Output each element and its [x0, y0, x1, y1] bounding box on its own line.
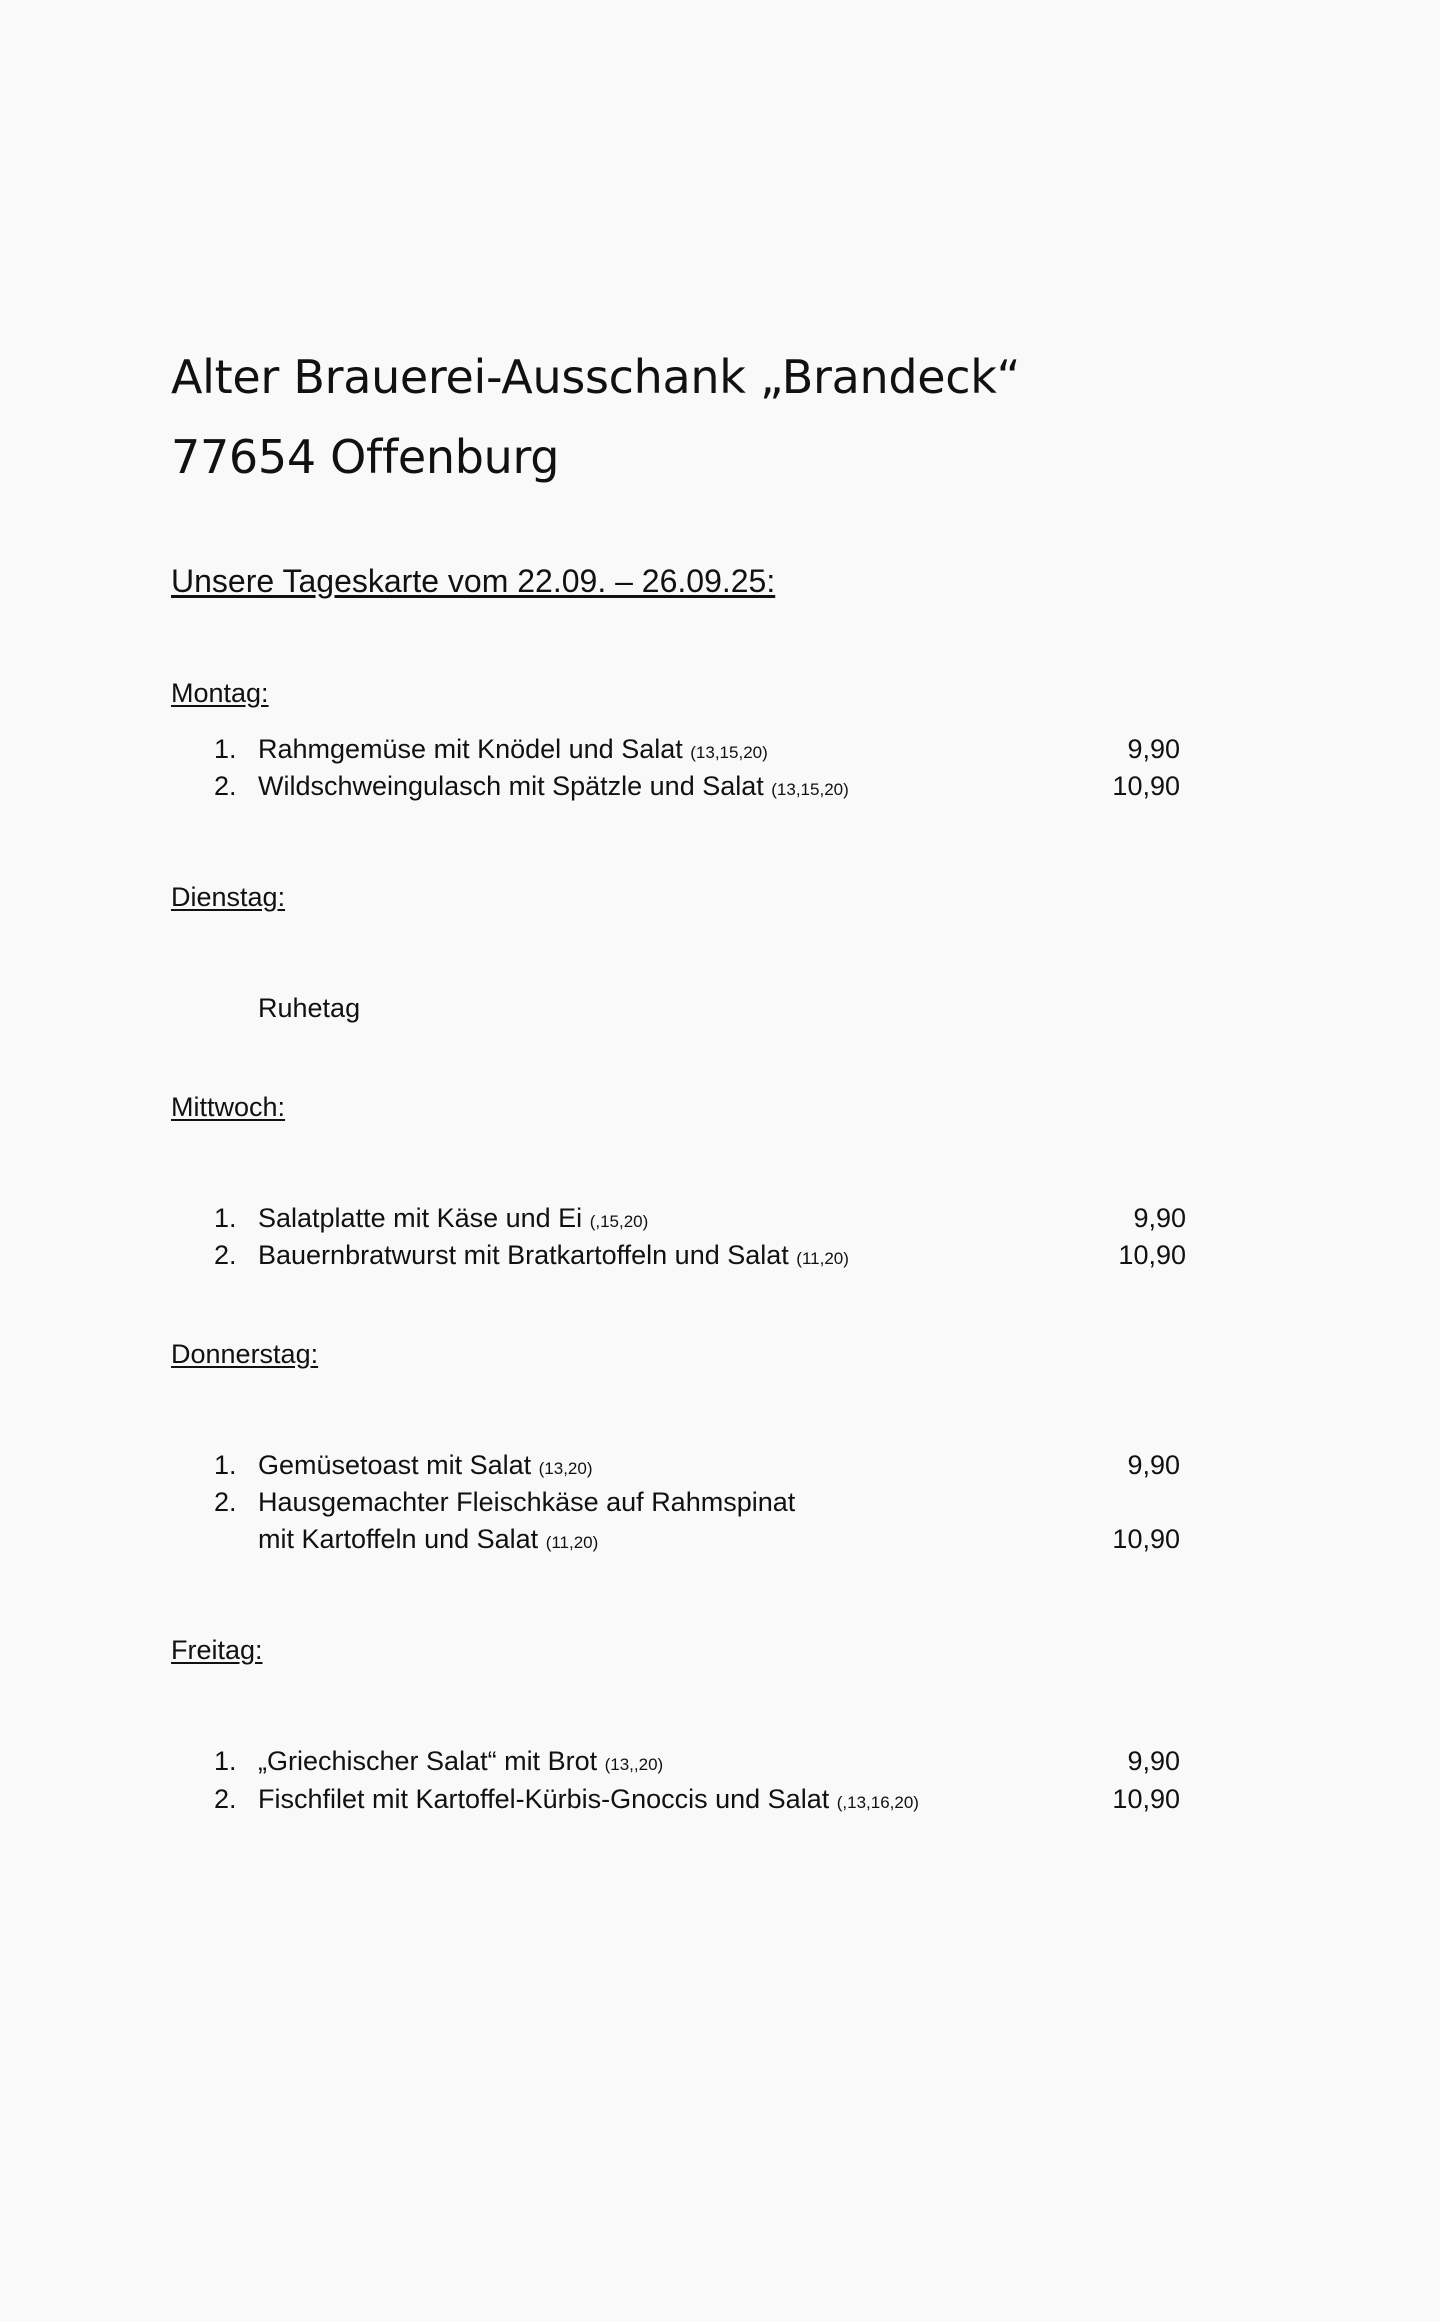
- menu-item: [0, 1781, 1440, 1818]
- menu-item: [0, 1484, 1440, 1521]
- menu-item: [0, 1447, 1440, 1484]
- menu-item: [0, 1237, 1440, 1274]
- restaurant-name: Alter Brauerei-Ausschank „Brandeck“: [171, 350, 1021, 404]
- allergen-codes: (13,15,20): [771, 780, 849, 799]
- allergen-codes: (13,,20): [604, 1755, 664, 1774]
- day-heading-freitag: Freitag:: [171, 1635, 263, 1665]
- item-number: 2.: [214, 1487, 237, 1517]
- menu-period-heading: Unsere Tageskarte vom 22.09. – 26.09.25:: [171, 563, 776, 599]
- item-price: 9,90: [1127, 1746, 1180, 1776]
- dish-name: Gemüsetoast mit Salat: [258, 1450, 532, 1480]
- item-price: 9,90: [1127, 734, 1180, 764]
- dish-text: [258, 1743, 663, 1783]
- menu-item: [0, 1200, 1440, 1237]
- closed-day-note: Ruhetag: [258, 993, 361, 1023]
- allergen-codes: (13,20): [538, 1459, 593, 1478]
- item-price: 9,90: [1127, 1450, 1180, 1480]
- item-number: 2.: [214, 1784, 237, 1814]
- allergen-codes: (11,20): [796, 1249, 849, 1268]
- allergen-codes: (,13,16,20): [836, 1793, 919, 1812]
- item-price: 10,90: [1118, 1240, 1186, 1270]
- dish-name: Bauernbratwurst mit Bratkartoffeln und Salat: [258, 1240, 789, 1270]
- dish-text: [258, 1447, 593, 1487]
- dish-name: Rahmgemüse mit Knödel und Salat: [258, 734, 683, 764]
- menu-item: [0, 768, 1440, 805]
- allergen-codes: (13,15,20): [690, 743, 768, 762]
- menu-item-continuation: [0, 1521, 1440, 1558]
- dish-text: [258, 1521, 598, 1561]
- day-heading-donnerstag: Donnerstag:: [171, 1339, 319, 1369]
- dish-name: Wildschweingulasch mit Spätzle und Salat: [258, 771, 764, 801]
- item-price: 10,90: [1112, 1784, 1180, 1814]
- item-number: 1.: [214, 734, 237, 764]
- item-number: 2.: [214, 1240, 237, 1270]
- restaurant-address: 77654 Offenburg: [171, 430, 560, 484]
- allergen-codes: (11,20): [545, 1533, 599, 1552]
- dish-name-line2: mit Kartoffeln und Salat: [258, 1524, 539, 1554]
- dish-text: [258, 768, 849, 808]
- item-number: 1.: [214, 1203, 237, 1233]
- item-number: 1.: [214, 1450, 237, 1480]
- item-price: 10,90: [1112, 771, 1180, 801]
- day-heading-mittwoch: Mittwoch:: [171, 1092, 286, 1122]
- dish-text: [258, 1200, 648, 1240]
- day-heading-montag: Montag:: [171, 678, 269, 708]
- item-price: 9,90: [1133, 1203, 1186, 1233]
- dish-name: Fischfilet mit Kartoffel-Kürbis-Gnoccis und Salat: [258, 1784, 830, 1814]
- item-price: 10,90: [1112, 1524, 1180, 1554]
- item-number: 2.: [214, 771, 237, 801]
- day-heading-dienstag: Dienstag:: [171, 882, 286, 912]
- dish-text: [258, 1237, 849, 1277]
- item-number: 1.: [214, 1746, 237, 1776]
- dish-text: [258, 1781, 919, 1821]
- menu-item: [0, 731, 1440, 768]
- allergen-codes: (,15,20): [589, 1212, 649, 1231]
- dish-text: [258, 731, 768, 771]
- menu-item: [0, 1743, 1440, 1780]
- dish-name: Salatplatte mit Käse und Ei: [258, 1203, 583, 1233]
- dish-name: „Griechischer Salat“ mit Brot: [258, 1746, 598, 1776]
- dish-name: Hausgemachter Fleischkäse auf Rahmspinat: [258, 1487, 796, 1517]
